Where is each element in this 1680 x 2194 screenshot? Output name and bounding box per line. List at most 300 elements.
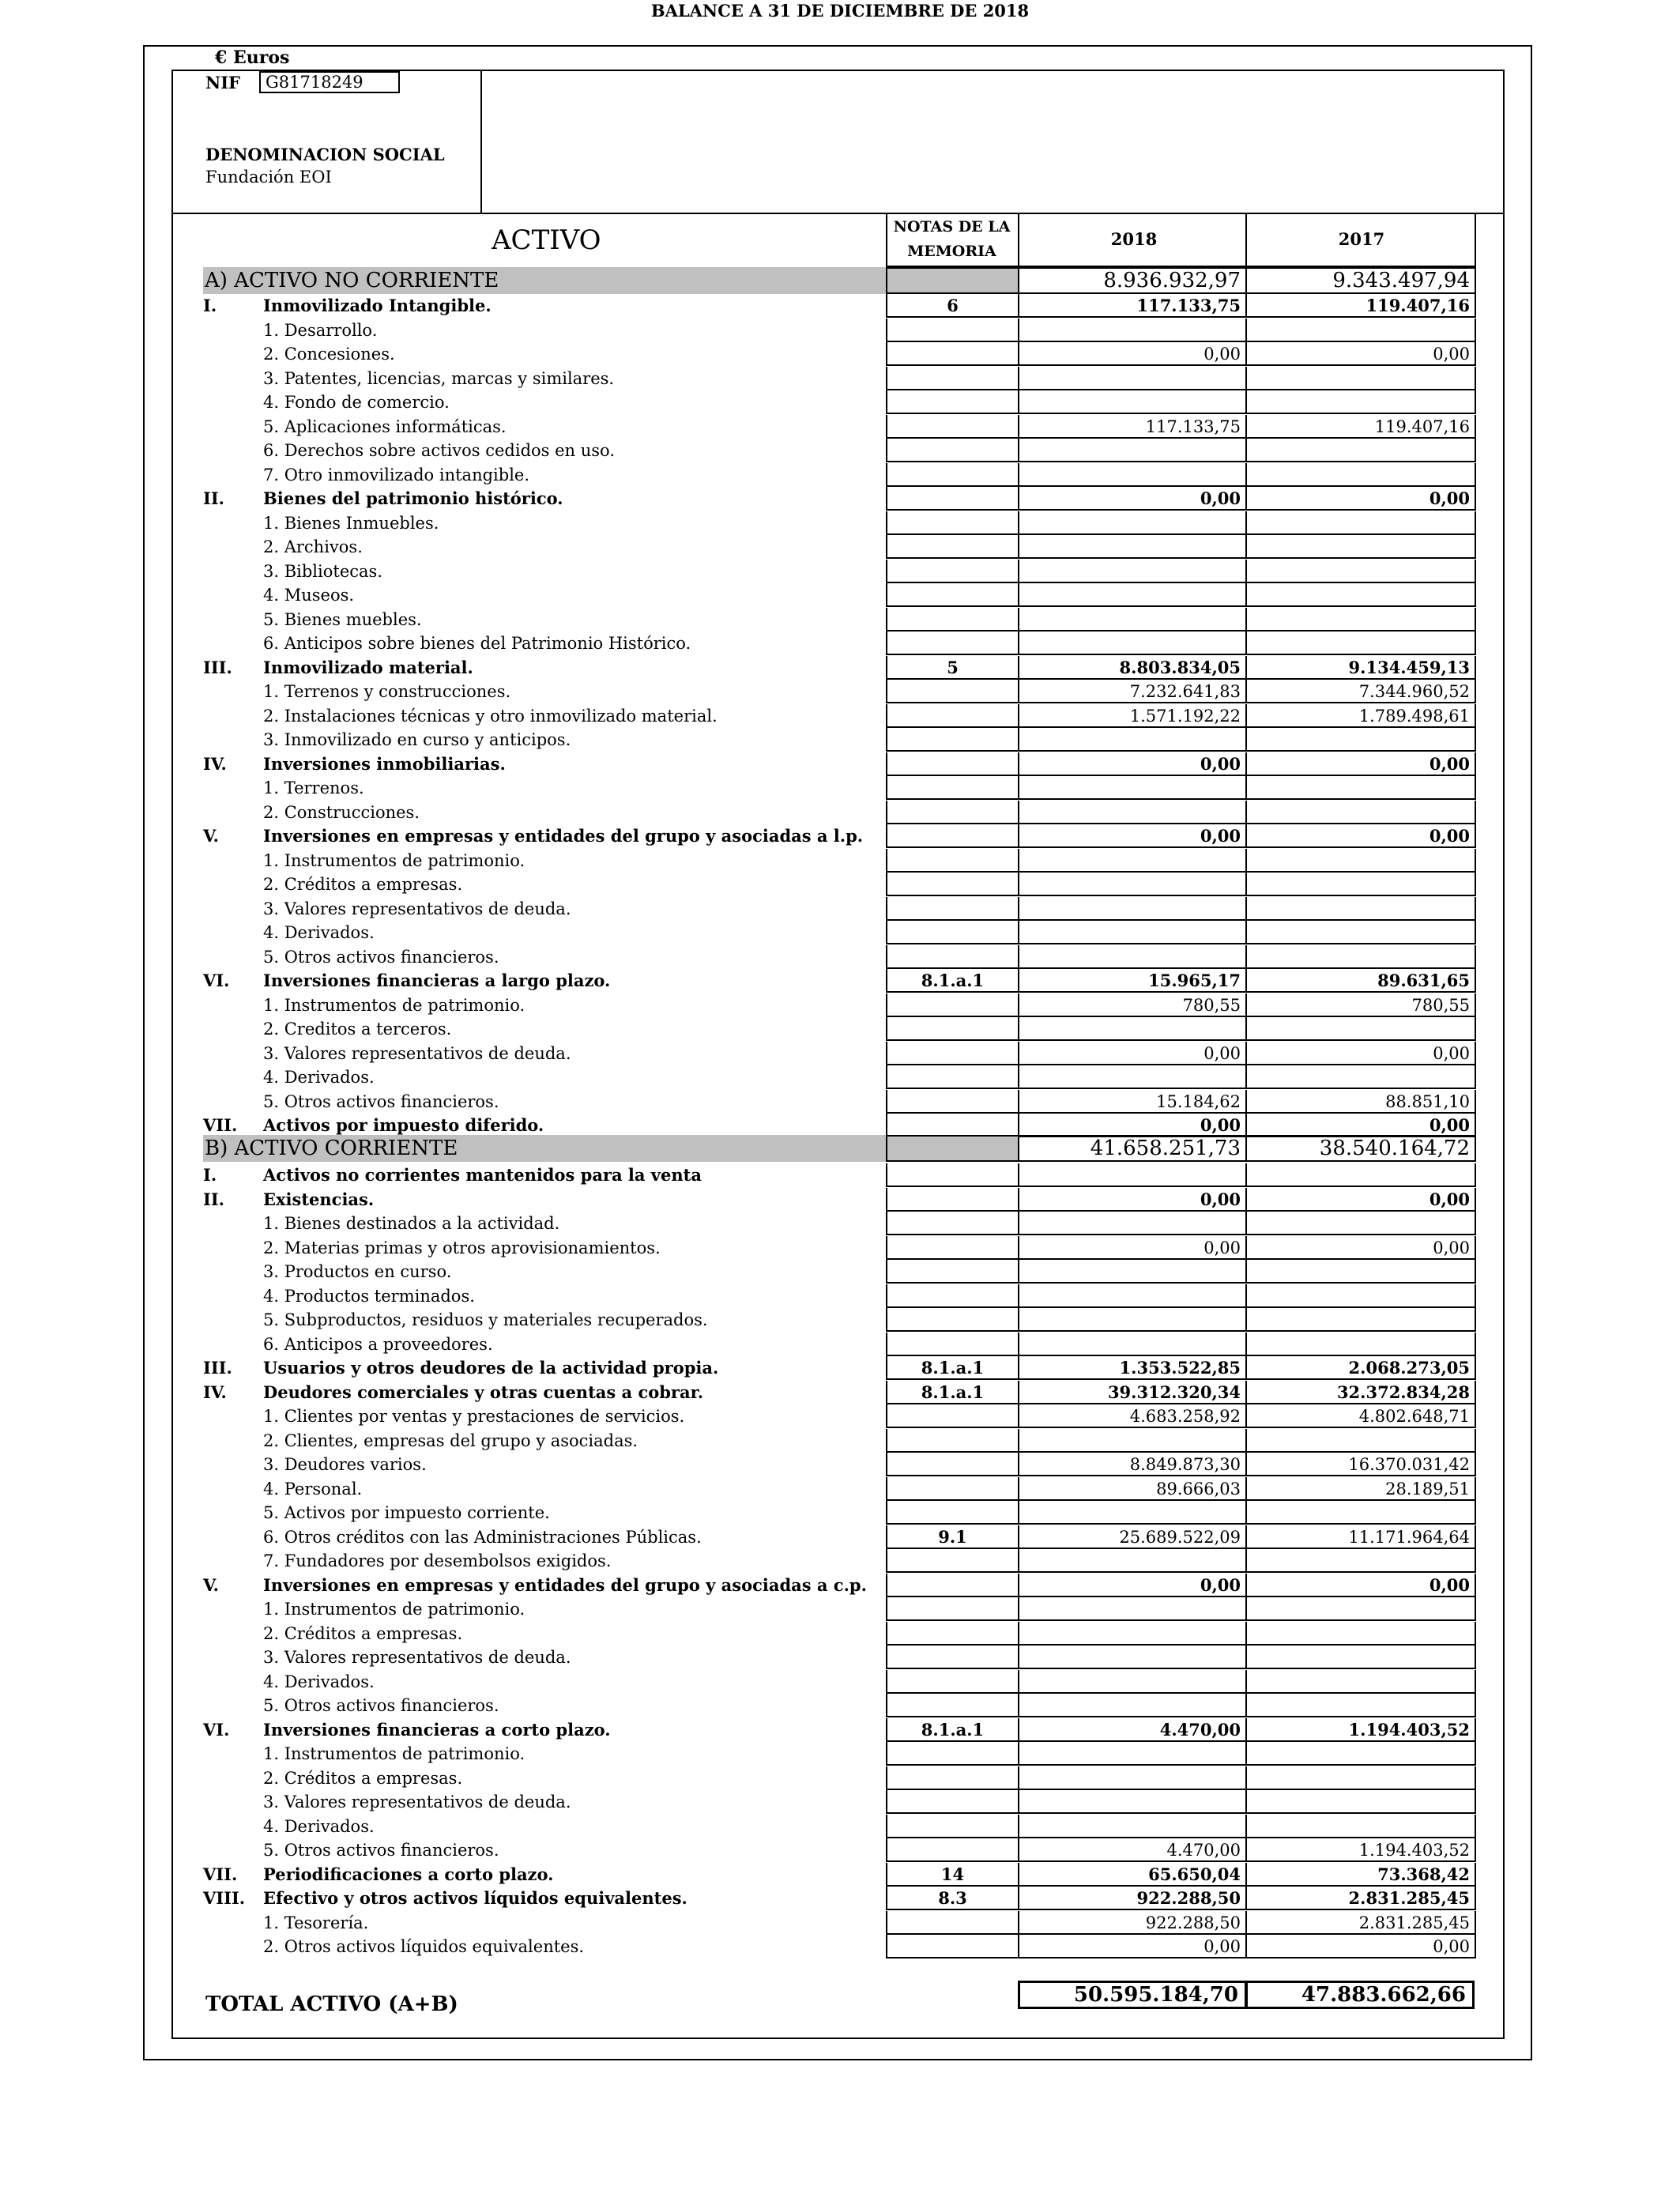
row-value-2018 xyxy=(1018,728,1247,752)
row-value-2018 xyxy=(1018,511,1247,535)
row-number: III. xyxy=(203,1358,232,1378)
row-value-2018 xyxy=(1018,897,1247,921)
row-nota xyxy=(886,487,1019,511)
row-value-2017: 32.372.834,28 xyxy=(1245,1381,1476,1404)
table-row xyxy=(203,945,1476,969)
row-value-2018 xyxy=(1018,1017,1247,1041)
row-nota xyxy=(886,1236,1019,1260)
table-row xyxy=(203,631,1476,655)
section-nota-cell xyxy=(886,1135,1019,1162)
row-label: 4. Personal. xyxy=(263,1479,363,1498)
row-value-2017 xyxy=(1245,776,1476,800)
row-value-2017 xyxy=(1245,1622,1476,1646)
row-nota xyxy=(886,1284,1019,1308)
activo-heading: ACTIVO xyxy=(492,224,601,256)
row-nota xyxy=(886,1670,1019,1694)
row-label: 1. Bienes destinados a la actividad. xyxy=(263,1214,560,1233)
row-label: 1. Tesorería. xyxy=(263,1913,369,1932)
table-row xyxy=(203,680,1476,703)
row-value-2017: 0,00 xyxy=(1245,487,1476,511)
row-number: IV. xyxy=(203,753,227,774)
row-value-2018 xyxy=(1018,1694,1247,1717)
row-nota xyxy=(886,945,1019,969)
row-label: 6. Anticipos sobre bienes del Patrimonio Histórico. xyxy=(263,634,691,653)
table-row xyxy=(203,921,1476,944)
row-nota xyxy=(886,535,1019,559)
row-nota xyxy=(886,1188,1019,1212)
row-label: Inversiones financieras a largo plazo. xyxy=(263,971,611,990)
table-row xyxy=(203,1935,1476,1958)
row-value-2018: 0,00 xyxy=(1018,1935,1247,1958)
row-value-2017 xyxy=(1245,873,1476,896)
notas-header: NOTAS DE LA MEMORIA xyxy=(893,218,1011,260)
row-nota xyxy=(886,776,1019,800)
table-row xyxy=(203,1308,1476,1332)
row-nota: 8.1.a.1 xyxy=(886,1356,1019,1380)
table-row xyxy=(203,1766,1476,1790)
row-value-2017 xyxy=(1245,1333,1476,1356)
row-nota xyxy=(886,1597,1019,1621)
row-value-2017 xyxy=(1245,1766,1476,1790)
table-row xyxy=(203,1356,1476,1380)
row-value-2017: 28.189,51 xyxy=(1245,1477,1476,1501)
table-row xyxy=(203,1815,1476,1838)
section-label: B) ACTIVO CORRIENTE xyxy=(205,1137,458,1160)
row-label: Existencias. xyxy=(263,1189,375,1209)
row-value-2017 xyxy=(1245,631,1476,655)
table-row xyxy=(203,1622,1476,1646)
row-label: Inmovilizado material. xyxy=(263,657,473,677)
table-row xyxy=(203,993,1476,1017)
table-row xyxy=(203,1284,1476,1308)
row-nota xyxy=(886,704,1019,728)
row-nota xyxy=(886,1017,1019,1041)
row-nota xyxy=(886,511,1019,535)
row-number: V. xyxy=(203,1574,219,1595)
row-nota xyxy=(886,608,1019,631)
header-divider xyxy=(480,70,482,214)
row-value-2017 xyxy=(1245,1065,1476,1089)
row-label: Inversiones financieras a corto plazo. xyxy=(263,1719,611,1740)
table-row xyxy=(203,1114,1476,1137)
row-value-2018: 15.965,17 xyxy=(1018,969,1247,993)
row-value-2017 xyxy=(1245,319,1476,342)
table-row xyxy=(203,1525,1476,1549)
row-label: 1. Instrumentos de patrimonio. xyxy=(263,1744,525,1763)
table-row xyxy=(203,294,1476,318)
row-value-2018: 922.288,50 xyxy=(1018,1887,1247,1910)
row-number: II. xyxy=(203,1189,224,1209)
row-value-2017 xyxy=(1245,1549,1476,1573)
total-2018: 50.595.184,70 xyxy=(1018,1981,1247,2009)
total-label: TOTAL ACTIVO (A+B) xyxy=(205,1992,458,2016)
row-value-2018: 117.133,75 xyxy=(1018,415,1247,439)
row-value-2017 xyxy=(1245,1260,1476,1284)
table-row xyxy=(203,1042,1476,1065)
table-row xyxy=(203,1863,1476,1887)
row-value-2017 xyxy=(1245,921,1476,944)
row-value-2017 xyxy=(1245,1670,1476,1694)
row-nota xyxy=(886,1114,1019,1137)
row-value-2017: 73.368,42 xyxy=(1245,1863,1476,1887)
row-number: III. xyxy=(203,657,232,677)
row-value-2017: 0,00 xyxy=(1245,1574,1476,1597)
table-row xyxy=(203,1790,1476,1814)
row-nota xyxy=(886,1815,1019,1838)
row-value-2018 xyxy=(1018,1646,1247,1669)
row-value-2017: 119.407,16 xyxy=(1245,415,1476,439)
row-value-2018: 0,00 xyxy=(1018,342,1247,366)
table-row xyxy=(203,1260,1476,1284)
row-number: VII. xyxy=(203,1864,238,1884)
row-value-2017 xyxy=(1245,1429,1476,1453)
section-value-2017: 9.343.497,94 xyxy=(1245,267,1476,294)
row-value-2017 xyxy=(1245,801,1476,824)
table-row xyxy=(203,1501,1476,1525)
row-number: VI. xyxy=(203,1719,230,1740)
row-nota xyxy=(886,849,1019,873)
total-2017: 47.883.662,66 xyxy=(1245,1981,1475,2009)
denominacion-value: Fundación EOI xyxy=(205,168,332,187)
row-nota xyxy=(886,560,1019,583)
row-label: 5. Otros activos financieros. xyxy=(263,1091,499,1111)
row-value-2018 xyxy=(1018,367,1247,390)
row-value-2018: 1.353.522,85 xyxy=(1018,1356,1247,1380)
row-value-2017 xyxy=(1245,367,1476,390)
table-row xyxy=(203,969,1476,993)
year-2018-header: 2018 xyxy=(1110,229,1158,249)
row-label: Usuarios y otros deudores de la actividad propia. xyxy=(263,1358,719,1378)
row-nota xyxy=(886,463,1019,487)
row-value-2018 xyxy=(1018,583,1247,607)
row-label: Activos por impuesto diferido. xyxy=(263,1115,544,1135)
row-nota xyxy=(886,897,1019,921)
row-value-2017: 0,00 xyxy=(1245,824,1476,848)
row-nota xyxy=(886,752,1019,776)
row-label: 4. Museos. xyxy=(263,586,355,605)
row-nota xyxy=(886,367,1019,390)
row-label: 1. Instrumentos de patrimonio. xyxy=(263,850,525,870)
row-nota xyxy=(886,1453,1019,1476)
table-row xyxy=(203,1163,1476,1187)
row-nota xyxy=(886,1790,1019,1814)
row-value-2018: 8.803.834,05 xyxy=(1018,656,1247,680)
year-2017-header: 2017 xyxy=(1338,229,1385,249)
table-row xyxy=(203,1887,1476,1910)
table-row xyxy=(203,824,1476,848)
row-value-2018 xyxy=(1018,608,1247,631)
row-value-2017 xyxy=(1245,945,1476,969)
row-value-2017 xyxy=(1245,1646,1476,1669)
section-value-2017: 38.540.164,72 xyxy=(1245,1135,1476,1162)
row-value-2018: 8.849.873,30 xyxy=(1018,1453,1247,1476)
row-value-2017 xyxy=(1245,535,1476,559)
row-number: IV. xyxy=(203,1382,227,1402)
row-label: 3. Inmovilizado en curso y anticipos. xyxy=(263,730,571,749)
table-row xyxy=(203,1404,1476,1428)
table-row xyxy=(203,1212,1476,1235)
row-nota xyxy=(886,801,1019,824)
row-nota xyxy=(886,1646,1019,1669)
row-label: 3. Valores representativos de deuda. xyxy=(263,1793,571,1811)
row-label: 7. Fundadores por desembolsos exigidos. xyxy=(263,1551,612,1570)
row-value-2017 xyxy=(1245,1597,1476,1621)
row-label: Inversiones en empresas y entidades del grupo y asociadas a l.p. xyxy=(263,826,864,846)
row-value-2018 xyxy=(1018,1622,1247,1646)
row-value-2018: 25.689.522,09 xyxy=(1018,1525,1247,1549)
row-number: V. xyxy=(203,826,219,846)
row-value-2018 xyxy=(1018,1597,1247,1621)
row-value-2018: 7.232.641,83 xyxy=(1018,680,1247,703)
row-nota xyxy=(886,1260,1019,1284)
row-value-2017: 780,55 xyxy=(1245,993,1476,1017)
row-nota xyxy=(886,319,1019,342)
row-value-2018 xyxy=(1018,1429,1247,1453)
row-label: 2. Clientes, empresas del grupo y asociadas. xyxy=(263,1431,638,1450)
row-nota xyxy=(886,415,1019,439)
row-value-2017: 0,00 xyxy=(1245,752,1476,776)
section-B xyxy=(203,1135,1476,1162)
table-row xyxy=(203,704,1476,728)
table-row xyxy=(203,728,1476,752)
row-nota: 9.1 xyxy=(886,1525,1019,1549)
row-value-2017 xyxy=(1245,897,1476,921)
row-label: 1. Terrenos. xyxy=(263,778,364,797)
table-row xyxy=(203,511,1476,535)
table-row xyxy=(203,849,1476,873)
row-value-2017: 1.194.403,52 xyxy=(1245,1718,1476,1742)
row-label: Deudores comerciales y otras cuentas a cobrar. xyxy=(263,1382,704,1402)
table-row xyxy=(203,1549,1476,1573)
row-value-2018: 0,00 xyxy=(1018,824,1247,848)
row-number: VIII. xyxy=(203,1888,246,1908)
row-value-2018 xyxy=(1018,1308,1247,1332)
row-label: 3. Deudores varios. xyxy=(263,1455,427,1474)
row-label: Activos no corrientes mantenidos para la venta xyxy=(263,1165,702,1185)
row-value-2017 xyxy=(1245,390,1476,414)
row-label: Periodificaciones a corto plazo. xyxy=(263,1864,554,1884)
row-value-2018 xyxy=(1018,631,1247,655)
row-value-2017 xyxy=(1245,583,1476,607)
row-value-2018: 1.571.192,22 xyxy=(1018,704,1247,728)
row-label: Inversiones inmobiliarias. xyxy=(263,753,506,774)
row-nota xyxy=(886,824,1019,848)
row-label: 5. Otros activos financieros. xyxy=(263,947,499,967)
row-value-2018 xyxy=(1018,945,1247,969)
row-nota xyxy=(886,1911,1019,1935)
row-nota xyxy=(886,1163,1019,1187)
row-value-2018 xyxy=(1018,776,1247,800)
row-value-2018: 0,00 xyxy=(1018,1236,1247,1260)
row-label: 2. Materias primas y otros aprovisionamientos. xyxy=(263,1238,661,1257)
row-value-2018 xyxy=(1018,1742,1247,1766)
row-value-2018 xyxy=(1018,1163,1247,1187)
row-nota xyxy=(886,728,1019,752)
table-row xyxy=(203,487,1476,511)
row-value-2017: 89.631,65 xyxy=(1245,969,1476,993)
row-label: 3. Bibliotecas. xyxy=(263,561,382,581)
table-row xyxy=(203,776,1476,800)
table-row xyxy=(203,873,1476,896)
row-value-2018: 0,00 xyxy=(1018,1574,1247,1597)
row-value-2018: 0,00 xyxy=(1018,487,1247,511)
table-row xyxy=(203,1477,1476,1501)
nif-label: NIF xyxy=(205,73,240,92)
row-value-2018 xyxy=(1018,1065,1247,1089)
row-label: 3. Valores representativos de deuda. xyxy=(263,899,571,918)
row-value-2018: 117.133,75 xyxy=(1018,294,1247,318)
table-row xyxy=(203,801,1476,824)
row-label: 4. Productos terminados. xyxy=(263,1286,475,1306)
row-nota xyxy=(886,680,1019,703)
row-value-2017: 2.831.285,45 xyxy=(1245,1911,1476,1935)
row-label: 7. Otro inmovilizado intangible. xyxy=(263,465,530,484)
table-row xyxy=(203,1742,1476,1766)
row-number: VI. xyxy=(203,971,230,990)
row-nota xyxy=(886,342,1019,366)
row-nota xyxy=(886,1429,1019,1453)
row-label: 3. Productos en curso. xyxy=(263,1262,452,1281)
row-value-2018 xyxy=(1018,1260,1247,1284)
row-nota xyxy=(886,1574,1019,1597)
row-value-2018 xyxy=(1018,535,1247,559)
row-nota: 8.1.a.1 xyxy=(886,969,1019,993)
row-nota xyxy=(886,1838,1019,1862)
row-label: 6. Otros créditos con las Administraciones Públicas. xyxy=(263,1527,702,1547)
row-value-2018: 0,00 xyxy=(1018,752,1247,776)
row-value-2018: 0,00 xyxy=(1018,1188,1247,1212)
row-nota xyxy=(886,1333,1019,1356)
row-label: 4. Fondo de comercio. xyxy=(263,393,450,412)
row-label: 1. Instrumentos de patrimonio. xyxy=(263,995,525,1015)
row-value-2017 xyxy=(1245,849,1476,873)
row-value-2018 xyxy=(1018,319,1247,342)
table-row xyxy=(203,1838,1476,1862)
row-value-2018 xyxy=(1018,1501,1247,1525)
row-label: 4. Derivados. xyxy=(263,1672,375,1691)
row-value-2017: 9.134.459,13 xyxy=(1245,656,1476,680)
row-value-2017 xyxy=(1245,1501,1476,1525)
table-row xyxy=(203,1065,1476,1089)
row-label: 5. Aplicaciones informáticas. xyxy=(263,417,507,436)
row-value-2017 xyxy=(1245,1284,1476,1308)
table-row xyxy=(203,1718,1476,1742)
row-label: Inversiones en empresas y entidades del grupo y asociadas a c.p. xyxy=(263,1574,867,1595)
row-nota xyxy=(886,390,1019,414)
row-value-2017: 88.851,10 xyxy=(1245,1090,1476,1114)
row-value-2017 xyxy=(1245,1212,1476,1235)
row-value-2018 xyxy=(1018,390,1247,414)
row-label: 5. Otros activos financieros. xyxy=(263,1696,499,1715)
row-nota xyxy=(886,1065,1019,1089)
row-value-2017 xyxy=(1245,728,1476,752)
row-value-2018: 4.683.258,92 xyxy=(1018,1404,1247,1428)
table-row xyxy=(203,1597,1476,1621)
table-row xyxy=(203,1381,1476,1404)
row-label: 2. Creditos a terceros. xyxy=(263,1020,452,1039)
row-value-2017 xyxy=(1245,1815,1476,1838)
table-row xyxy=(203,1694,1476,1717)
table-row xyxy=(203,583,1476,607)
row-value-2018: 4.470,00 xyxy=(1018,1838,1247,1862)
row-value-2017: 1.789.498,61 xyxy=(1245,704,1476,728)
row-value-2018 xyxy=(1018,560,1247,583)
table-row xyxy=(203,1911,1476,1935)
row-value-2017 xyxy=(1245,1742,1476,1766)
row-nota xyxy=(886,1042,1019,1065)
row-nota xyxy=(886,993,1019,1017)
row-nota xyxy=(886,583,1019,607)
row-nota xyxy=(886,1090,1019,1114)
row-value-2018 xyxy=(1018,801,1247,824)
row-value-2017: 0,00 xyxy=(1245,1236,1476,1260)
row-value-2018: 4.470,00 xyxy=(1018,1718,1247,1742)
row-nota xyxy=(886,873,1019,896)
row-number: II. xyxy=(203,488,224,508)
row-label: 4. Derivados. xyxy=(263,1816,375,1836)
row-nota xyxy=(886,1766,1019,1790)
row-label: 2. Archivos. xyxy=(263,537,363,556)
table-row xyxy=(203,1646,1476,1669)
row-label: 3. Patentes, licencias, marcas y similares. xyxy=(263,368,615,388)
row-value-2018 xyxy=(1018,1549,1247,1573)
table-row xyxy=(203,415,1476,439)
row-value-2017: 0,00 xyxy=(1245,1935,1476,1958)
row-value-2018: 0,00 xyxy=(1018,1114,1247,1137)
row-nota xyxy=(886,631,1019,655)
row-label: 1. Clientes por ventas y prestaciones de servicios. xyxy=(263,1407,685,1426)
table-row xyxy=(203,560,1476,583)
row-value-2017: 2.831.285,45 xyxy=(1245,1887,1476,1910)
nif-value: G81718249 xyxy=(259,71,400,93)
section-value-2018: 41.658.251,73 xyxy=(1018,1135,1247,1162)
row-value-2017: 0,00 xyxy=(1245,1042,1476,1065)
row-value-2018 xyxy=(1018,1333,1247,1356)
row-value-2017 xyxy=(1245,608,1476,631)
row-label: 4. Derivados. xyxy=(263,1068,375,1087)
row-nota xyxy=(886,1694,1019,1717)
row-value-2017 xyxy=(1245,1163,1476,1187)
row-value-2017 xyxy=(1245,1694,1476,1717)
table-row xyxy=(203,1017,1476,1041)
denominacion-label: DENOMINACION SOCIAL xyxy=(205,145,445,164)
row-label: 2. Créditos a empresas. xyxy=(263,1768,463,1788)
currency-label: € Euros xyxy=(215,47,290,68)
table-row xyxy=(203,1333,1476,1356)
row-value-2018 xyxy=(1018,1815,1247,1838)
row-nota xyxy=(886,1404,1019,1428)
row-value-2017: 0,00 xyxy=(1245,1188,1476,1212)
row-value-2018: 39.312.320,34 xyxy=(1018,1381,1247,1404)
row-nota: 8.1.a.1 xyxy=(886,1718,1019,1742)
row-label: 4. Derivados. xyxy=(263,923,375,942)
row-value-2018: 0,00 xyxy=(1018,1042,1247,1065)
row-label: 2. Otros activos líquidos equivalentes. xyxy=(263,1937,585,1956)
table-row xyxy=(203,1188,1476,1212)
row-label: 5. Otros activos financieros. xyxy=(263,1841,499,1860)
table-row xyxy=(203,367,1476,390)
row-value-2018: 89.666,03 xyxy=(1018,1477,1247,1501)
row-label: Efectivo y otros activos líquidos equivalentes. xyxy=(263,1888,687,1908)
row-value-2018 xyxy=(1018,1766,1247,1790)
row-value-2017: 7.344.960,52 xyxy=(1245,680,1476,703)
row-label: 5. Bienes muebles. xyxy=(263,609,422,629)
row-nota xyxy=(886,1549,1019,1573)
row-value-2017: 4.802.648,71 xyxy=(1245,1404,1476,1428)
row-label: 5. Subproductos, residuos y materiales recuperados. xyxy=(263,1310,708,1329)
row-number: VII. xyxy=(203,1115,238,1135)
row-label: Inmovilizado Intangible. xyxy=(263,296,492,315)
